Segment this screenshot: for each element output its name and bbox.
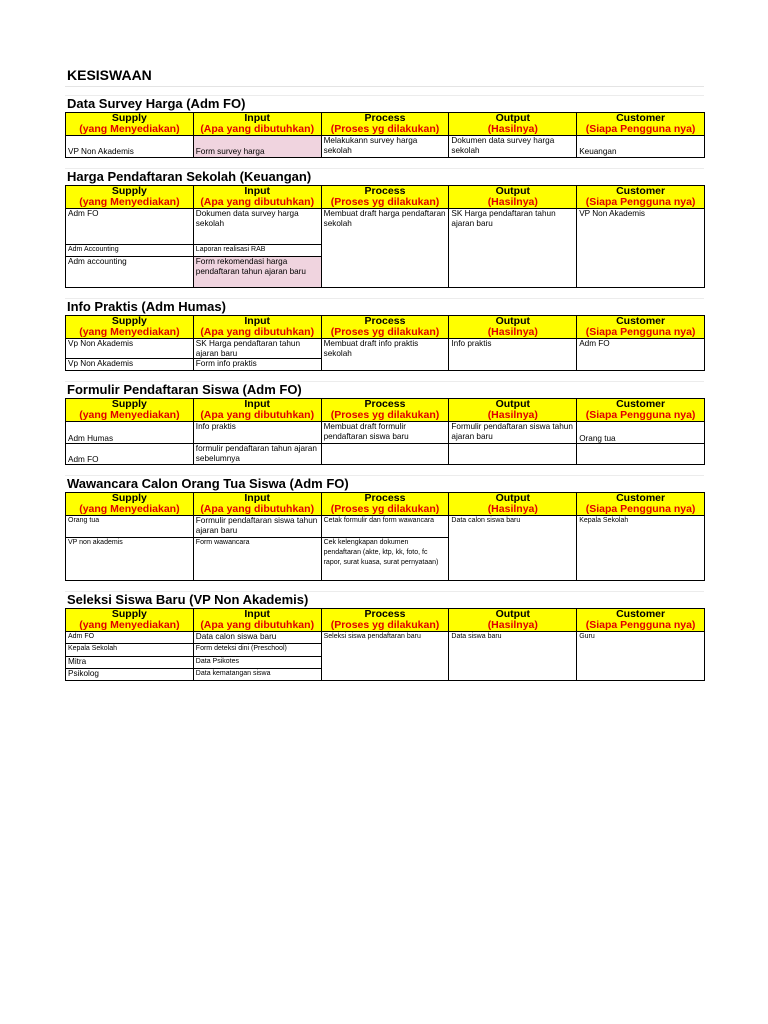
header-customer: Customer (Siapa Pengguna nya) — [577, 399, 705, 422]
header-output: Output (Hasilnya) — [449, 113, 577, 136]
section-title: Wawancara Calon Orang Tua Siswa (Adm FO) — [67, 476, 349, 492]
cell-input[interactable]: Dokumen data survey harga sekolah — [193, 209, 321, 245]
header-process: Process (Proses yg dilakukan) — [321, 316, 449, 339]
cell-customer[interactable]: VP Non Akademis — [577, 209, 705, 288]
header-customer: Customer (Siapa Pengguna nya) — [577, 609, 705, 632]
spreadsheet — [65, 64, 704, 681]
cell-process[interactable]: Seleksi siswa pendaftaran baru — [321, 632, 449, 681]
header-supply: Supply (yang Menyediakan) — [66, 609, 194, 632]
cell-customer[interactable]: Keuangan — [577, 136, 705, 158]
table-row — [66, 209, 705, 245]
header-customer: Customer (Siapa Pengguna nya) — [577, 493, 705, 516]
cell-supply[interactable]: VP Non Akademis — [66, 136, 194, 158]
cell-supply[interactable]: Orang tua — [66, 516, 194, 538]
cell-supply[interactable]: Adm FO — [66, 209, 194, 245]
cell-customer[interactable]: Guru — [577, 632, 705, 681]
page-title: KESISWAAN — [65, 64, 704, 87]
cell-input[interactable]: Form rekomendasi harga pendaftaran tahun ajaran baru — [193, 257, 321, 288]
cell-input[interactable]: Laporan realisasi RAB — [193, 245, 321, 257]
header-row — [66, 609, 705, 632]
cell-input[interactable]: Form deteksi dini (Preschool) — [193, 644, 321, 657]
header-output: Output (Hasilnya) — [449, 316, 577, 339]
table-row — [66, 632, 705, 644]
cell-supply[interactable]: Vp Non Akademis — [66, 339, 194, 359]
header-supply: Supply (yang Menyediakan) — [66, 113, 194, 136]
header-process: Process (Proses yg dilakukan) — [321, 186, 449, 209]
cell-process[interactable]: Melakukann survey harga sekolah — [321, 136, 449, 158]
header-input: Input (Apa yang dibutuhkan) — [193, 609, 321, 632]
table-row — [66, 339, 705, 359]
cell-input[interactable]: Formulir pendaftaran siswa tahun ajaran baru — [193, 516, 321, 538]
header-supply: Supply (yang Menyediakan) — [66, 399, 194, 422]
header-row — [66, 399, 705, 422]
header-customer: Customer (Siapa Pengguna nya) — [577, 316, 705, 339]
header-input: Input (Apa yang dibutuhkan) — [193, 399, 321, 422]
section-harga-pendaftaran — [65, 169, 704, 288]
header-customer: Customer (Siapa Pengguna nya) — [577, 113, 705, 136]
cell-input[interactable]: Info praktis — [193, 422, 321, 444]
section-title: Info Praktis (Adm Humas) — [67, 299, 226, 314]
header-output: Output (Hasilnya) — [449, 609, 577, 632]
section-title: Harga Pendaftaran Sekolah (Keuangan) — [67, 169, 312, 184]
table-row — [66, 516, 705, 538]
header-input: Input (Apa yang dibutuhkan) — [193, 493, 321, 516]
cell-supply[interactable]: Mitra — [66, 657, 194, 669]
header-row — [66, 316, 705, 339]
cell-process[interactable]: Cek kelengkapan dokumen pendaftaran (akte, ktp, kk, foto, fc rapor, surat kuasa, surat pernyataan) — [321, 538, 449, 581]
sipoc-table — [65, 608, 705, 681]
section-title: Data Survey Harga (Adm FO) — [67, 96, 246, 111]
sipoc-table — [65, 492, 705, 581]
cell-input[interactable]: Form wawancara — [193, 538, 321, 581]
header-output: Output (Hasilnya) — [449, 493, 577, 516]
cell-output[interactable]: Data calon siswa baru — [449, 516, 577, 581]
cell-input[interactable]: Data kematangan siswa — [193, 669, 321, 681]
cell-supply[interactable]: VP non akademis — [66, 538, 194, 581]
cell-process[interactable]: Membuat draft harga pendaftaran sekolah — [321, 209, 449, 288]
header-row — [66, 493, 705, 516]
sipoc-table — [65, 185, 705, 288]
header-input: Input (Apa yang dibutuhkan) — [193, 316, 321, 339]
table-row — [66, 422, 705, 444]
cell-process[interactable]: Membuat draft formulir pendaftaran siswa baru — [321, 422, 449, 444]
sipoc-table — [65, 315, 705, 371]
section-info-praktis — [65, 299, 704, 371]
cell-output[interactable]: SK Harga pendaftaran tahun ajaran baru — [449, 209, 577, 288]
header-output: Output (Hasilnya) — [449, 399, 577, 422]
cell-supply[interactable]: Adm Humas — [66, 422, 194, 444]
section-formulir-pendaftaran — [65, 382, 704, 465]
sipoc-table — [65, 398, 705, 465]
cell-input[interactable]: Form info praktis — [193, 359, 321, 371]
section-data-survey-harga — [65, 96, 704, 158]
cell-input[interactable]: Form survey harga — [193, 136, 321, 158]
cell-output[interactable]: Data siswa baru — [449, 632, 577, 681]
cell-output[interactable]: Info praktis — [449, 339, 577, 371]
cell-process-empty[interactable] — [321, 444, 449, 465]
cell-supply[interactable]: Psikolog — [66, 669, 194, 681]
cell-process[interactable]: Cetak formulir dan form wawancara — [321, 516, 449, 538]
header-input: Input (Apa yang dibutuhkan) — [193, 113, 321, 136]
cell-output[interactable]: Formulir pendaftaran siswa tahun ajaran baru — [449, 422, 577, 444]
header-supply: Supply (yang Menyediakan) — [66, 493, 194, 516]
header-supply: Supply (yang Menyediakan) — [66, 186, 194, 209]
section-seleksi-siswa — [65, 592, 704, 681]
header-process: Process (Proses yg dilakukan) — [321, 113, 449, 136]
header-row — [66, 113, 705, 136]
cell-customer[interactable]: Orang tua — [577, 422, 705, 444]
header-output: Output (Hasilnya) — [449, 186, 577, 209]
sipoc-table — [65, 112, 705, 158]
cell-customer[interactable]: Kepala Sekolah — [577, 516, 705, 581]
cell-process[interactable]: Membuat draft info praktis sekolah — [321, 339, 449, 371]
header-supply: Supply (yang Menyediakan) — [66, 316, 194, 339]
table-row — [66, 444, 705, 465]
cell-output-empty[interactable] — [449, 444, 577, 465]
cell-supply[interactable]: Vp Non Akademis — [66, 359, 194, 371]
cell-customer[interactable]: Adm FO — [577, 339, 705, 371]
cell-supply[interactable]: Adm FO — [66, 632, 194, 644]
cell-customer-empty[interactable] — [577, 444, 705, 465]
cell-supply[interactable]: Adm Accounting — [66, 245, 194, 257]
header-process: Process (Proses yg dilakukan) — [321, 609, 449, 632]
header-process: Process (Proses yg dilakukan) — [321, 399, 449, 422]
cell-supply[interactable]: Adm FO — [66, 444, 194, 465]
header-input: Input (Apa yang dibutuhkan) — [193, 186, 321, 209]
cell-output[interactable]: Dokumen data survey harga sekolah — [449, 136, 577, 158]
cell-supply[interactable]: Adm accounting — [66, 257, 194, 288]
section-wawancara — [65, 476, 704, 581]
table-row — [66, 136, 705, 158]
section-title: Formulir Pendaftaran Siswa (Adm FO) — [67, 382, 302, 398]
header-process: Process (Proses yg dilakukan) — [321, 493, 449, 516]
cell-supply[interactable]: Kepala Sekolah — [66, 644, 194, 657]
header-row — [66, 186, 705, 209]
header-customer: Customer (Siapa Pengguna nya) — [577, 186, 705, 209]
cell-input[interactable]: formulir pendaftaran tahun ajaran sebelumnya — [193, 444, 321, 465]
cell-input[interactable]: Data Psikotes — [193, 657, 321, 669]
cell-input[interactable]: SK Harga pendaftaran tahun ajaran baru — [193, 339, 321, 359]
section-title: Seleksi Siswa Baru (VP Non Akademis) — [67, 592, 309, 608]
cell-input[interactable]: Data calon siswa baru — [193, 632, 321, 644]
